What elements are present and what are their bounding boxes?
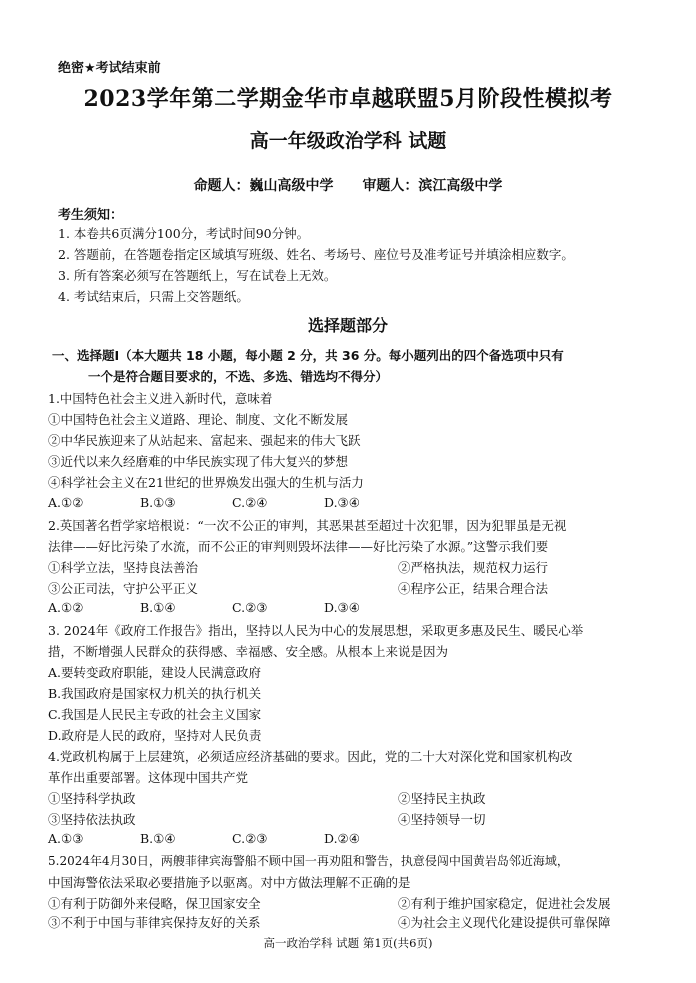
- q4-stem: 4.党政机构属于上层建筑，必须适应经济基础的要求。因此，党的二十大对深化党和国家机构改: [48, 749, 573, 764]
- q1-item: ①中国特色社会主义道路、理论、制度、文化不断发展: [48, 412, 349, 427]
- q2-item: ②严格执法，规范权力运行: [398, 560, 549, 575]
- notice-item: 1. 本卷共6页满分100分，考试时间90分钟。: [58, 226, 310, 241]
- q2-option-a: A.①②: [48, 600, 84, 615]
- q4-option-a: A.①③: [48, 831, 84, 846]
- q3-choice: A.要转变政府职能，建设人民满意政府: [48, 665, 262, 680]
- part-instructions: 一、选择题Ⅰ（本大题共 18 小题，每小题 2 分，共 36 分。每小题列出的四个备选项中只有: [52, 348, 564, 363]
- q4-item: ①坚持科学执政: [48, 791, 136, 806]
- q2-item: ④程序公正，结果合理合法: [398, 581, 549, 596]
- notice-item: 3. 所有答案必须写在答题纸上，写在试卷上无效。: [58, 268, 337, 283]
- q1-option-a: A.①②: [48, 495, 84, 510]
- section-title: 选择题部分: [307, 316, 388, 335]
- q2-option-c: C.②③: [232, 600, 268, 615]
- part-instructions-cont: 一个是符合题目要求的，不选、多选、错选均不得分）: [88, 369, 389, 384]
- q1-option-d: D.③④: [324, 495, 360, 510]
- q2-option-d: D.③④: [324, 600, 360, 615]
- confidential-label: 绝密★考试结束前: [58, 61, 161, 76]
- q1-option-b: B.①③: [140, 495, 176, 510]
- q3-choice: B.我国政府是国家权力机关的执行机关: [48, 686, 262, 701]
- q4-item: ③坚持依法执政: [48, 812, 136, 827]
- q4-option-d: D.②④: [324, 831, 360, 846]
- authors-line: [0, 175, 696, 195]
- q5-item: ③不利于中国与菲律宾保持友好的关系: [48, 915, 261, 930]
- q4-option-b: B.①④: [140, 831, 176, 846]
- exam-title: 2023学年第二学期金华市卓越联盟5月阶段性模拟考: [83, 86, 613, 112]
- notice-item: 4. 考试结束后，只需上交答题纸。: [58, 289, 249, 304]
- q1-stem: 1.中国特色社会主义进入新时代，意味着: [48, 391, 273, 406]
- q1-options: [48, 495, 648, 510]
- q2-item: ①科学立法，坚持良法善治: [48, 560, 199, 575]
- q3-stem: 3. 2024年《政府工作报告》指出，坚持以人民为中心的发展思想，采取更多惠及民生、暖民心举: [48, 623, 584, 638]
- q4-options: [48, 831, 648, 846]
- reviewer: 审题人：滨江高级中学: [362, 178, 503, 194]
- q5-stem: 5.2024年4月30日，两艘菲律宾海警船不顾中国一再劝阻和警告，执意侵闯中国黄岩岛邻近海域，: [48, 854, 569, 868]
- q4-item: ④坚持领导一切: [398, 812, 486, 827]
- q1-item: ④科学社会主义在21世纪的世界焕发出强大的生机与活力: [48, 475, 364, 490]
- q1-item: ②中华民族迎来了从站起来、富起来、强起来的伟大飞跃: [48, 433, 361, 448]
- q5-item: ①有利于防御外来侵略，保卫国家安全: [48, 896, 261, 911]
- q3-choice: D.政府是人民的政府，坚持对人民负责: [48, 728, 262, 743]
- page-footer: 高一政治学科 试题 第1页(共6页): [263, 936, 433, 950]
- q2-option-b: B.①④: [140, 600, 176, 615]
- q2-options: [48, 600, 648, 615]
- q2-stem-cont: 法律——好比污染了水流，而不公正的审判则毁坏法律——好比污染了水源。”这警示我们要: [48, 539, 549, 554]
- q4-option-c: C.②③: [232, 831, 268, 846]
- q5-item: ④为社会主义现代化建设提供可靠保障: [398, 915, 611, 930]
- q3-stem-cont: 措，不断增强人民群众的获得感、幸福感、安全感。从根本上来说是因为: [48, 644, 449, 659]
- q2-item: ③公正司法，守护公平正义: [48, 581, 199, 596]
- q4-stem-cont: 革作出重要部署。这体现中国共产党: [48, 770, 249, 785]
- notice-item: 2. 答题前，在答题卷指定区域填写班级、姓名、考场号、座位号及准考证号并填涂相应数字。: [58, 247, 574, 262]
- q3-choice: C.我国是人民民主专政的社会主义国家: [48, 707, 262, 722]
- q1-item: ③近代以来久经磨难的中华民族实现了伟大复兴的梦想: [48, 454, 349, 469]
- setter: 命题人：巍山高级中学: [193, 178, 334, 194]
- exam-subtitle: 高一年级政治学科 试题: [249, 130, 447, 152]
- q1-option-c: C.②④: [232, 495, 268, 510]
- q5-stem-cont: 中国海警依法采取必要措施予以驱离。对中方做法理解不正确的是: [48, 875, 411, 890]
- notice-title: 考生须知：: [58, 208, 124, 223]
- q4-item: ②坚持民主执政: [398, 791, 486, 806]
- q2-stem: 2.英国著名哲学家培根说：“一次不公正的审判，其恶果甚至超过十次犯罪，因为犯罪虽是无视: [48, 518, 567, 533]
- q5-item: ②有利于维护国家稳定，促进社会发展: [398, 896, 611, 911]
